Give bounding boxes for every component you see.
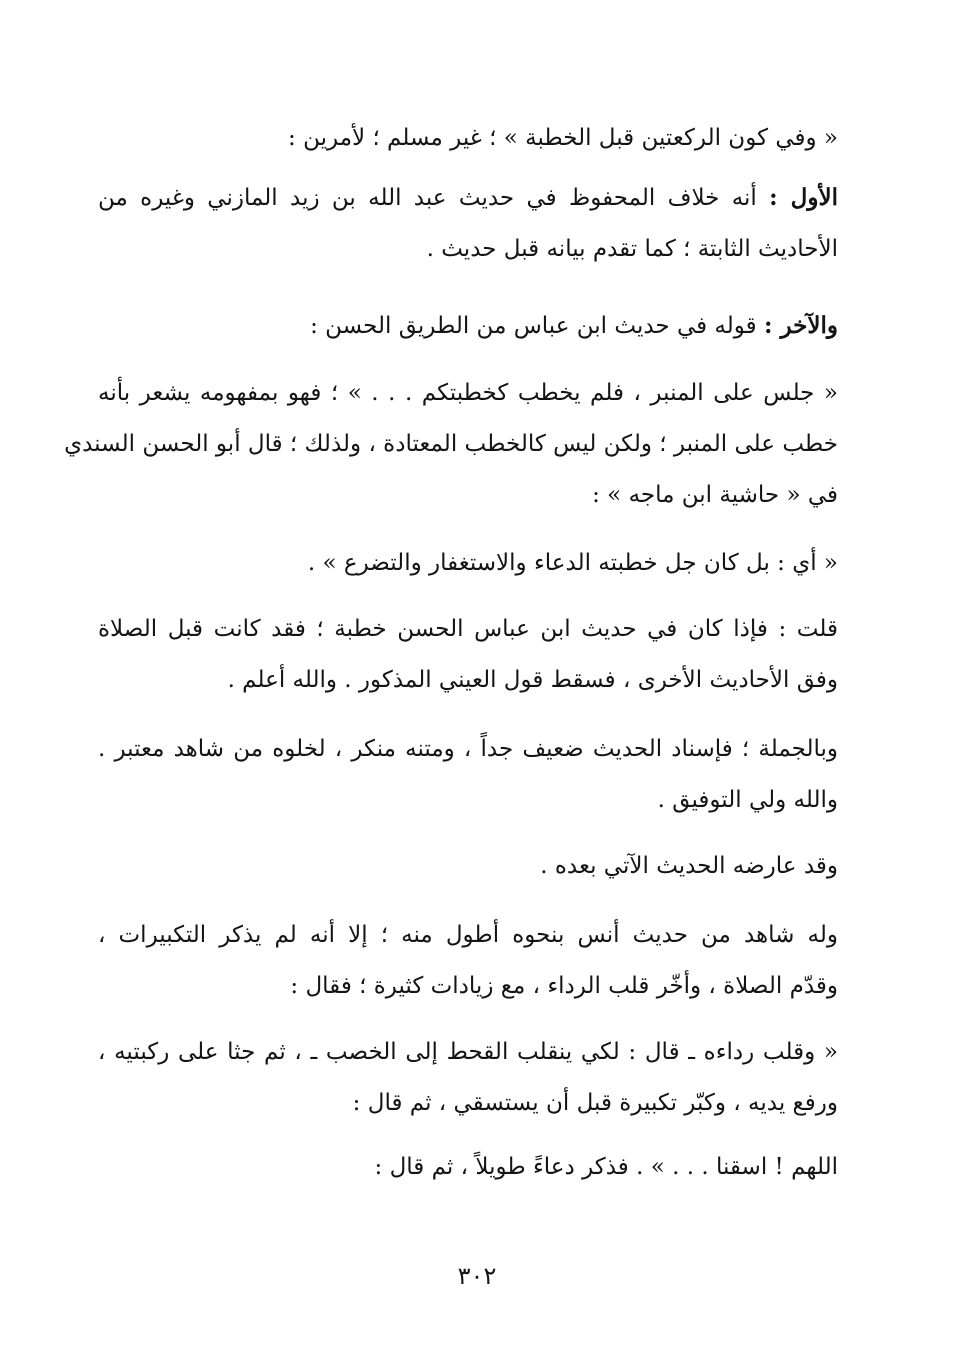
text-line: خطب على المنبر ؛ ولكن ليس كالخطب المعتادة ، ولذلك ؛ قال أبو الحسن السندي [64,431,838,457]
lead-term: الأول : [769,184,838,211]
paragraph-quote-sindi [98,538,838,589]
text-line: قلت : فإذا كان في حديث ابن عباس الحسن خطبة ؛ فقد كانت قبل الصلاة [98,616,838,642]
page-number: ٣٠٢ [457,1262,497,1290]
text-line: والله ولي التوفيق . [657,787,838,813]
text-line: وله شاهد من حديث أنس بنحوه أطول منه ؛ إلا أنه لم يذكر التكبيرات ، [98,922,838,948]
text-line: « أي : بل كان جل خطبته الدعاء والاستغفار والتضرع » . [307,550,838,576]
paragraph-anas-witness [98,910,838,1012]
paragraph-dua [98,1142,838,1193]
text-line: ورفع يديه ، وكبّر تكبيرة قبل أن يستسقي ، ثم قال : [352,1090,838,1116]
paragraph-two-reasons [98,113,838,164]
paragraph-qultu [98,604,838,706]
paragraph-second-reason [98,300,838,352]
paragraph-contradiction [98,841,838,892]
text-line [98,172,838,224]
text-line: « وفي كون الركعتين قبل الخطبة » ؛ غير مسلم ؛ لأمرين : [288,125,838,151]
text-line: « وقلب رداءه ـ قال : لكي ينقلب القحط إلى الخصب ـ ، ثم جثا على ركبتيه ، [98,1039,838,1065]
text-line [98,300,838,352]
text-line: وبالجملة ؛ فإسناد الحديث ضعيف جداً ، ومتنه منكر ، لخلوه من شاهد معتبر . [98,736,838,762]
paragraph-rida-quote [98,1027,838,1129]
text-line: « جلس على المنبر ، فلم يخطب كخطبتكم . . . » ؛ فهو بمفهومه يشعر بأنه [98,380,838,406]
text-line: وقد عارضه الحديث الآتي بعده . [540,853,838,879]
lead-term: والآخر : [763,312,838,339]
text-line: اللهم ! اسقنا . . . » . فذكر دعاءً طويلاً ، ثم قال : [374,1154,838,1180]
paragraph-quote-minbar [64,368,838,521]
text-line: الأحاديث الثابتة ؛ كما تقدم بيانه قبل حديث . [426,236,838,262]
paragraph-first-reason [98,172,838,275]
text-segment: قوله في حديث ابن عباس من الطريق الحسن : [310,313,757,339]
text-line: في « حاشية ابن ماجه » : [592,482,838,508]
text-line: وقدّم الصلاة ، وأخّر قلب الرداء ، مع زيادات كثيرة ؛ فقال : [290,973,838,999]
paragraph-conclusion [98,724,838,826]
text-segment: أنه خلاف المحفوظ في حديث عبد الله بن زيد المازني وغيره من [98,185,757,211]
text-line: وفق الأحاديث الأخرى ، فسقط قول العيني المذكور . والله أعلم . [227,667,838,693]
